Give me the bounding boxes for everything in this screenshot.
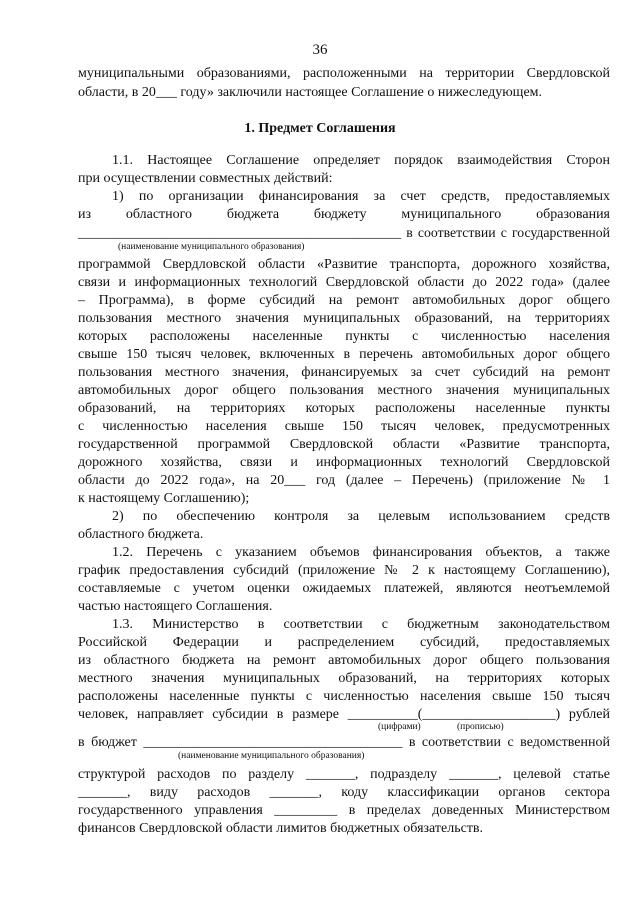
text-line: 1.1. Настоящее Соглашение определяет порядок взаимодействия Сторон	[112, 153, 610, 168]
text-line: 1) по организации финансирования за счет средств, предоставляемых	[112, 189, 610, 204]
text-line: финансов Свердловской области лимитов бюджетных обязательств.	[78, 821, 484, 836]
text-line: с численностью населения свыше 150 тысяч человек, предусмотренных	[78, 419, 610, 434]
text-line: автомобильных дорог общего пользования местного значения муниципальных	[78, 383, 610, 398]
text-line: 1.2. Перечень с указанием объемов финансирования объектов, а также	[112, 545, 610, 560]
text-line: которых расположены населенные пункты с численностью населения	[78, 329, 610, 344]
section-heading: 1. Предмет Соглашения	[244, 121, 396, 136]
text-line: дорожного хозяйства, связи и информационных технологий Свердловской	[78, 455, 610, 470]
text-line: Российской Федерации и распределением субсидий, предоставляемых	[78, 635, 610, 650]
text-line: областного бюджета.	[78, 527, 204, 542]
text-line: частью настоящего Соглашения.	[78, 599, 273, 614]
text-line: пользования местного значения, финансируемых за счет субсидий на ремонт	[78, 365, 610, 380]
text-line: 2) по обеспечению контроля за целевым использованием средств	[112, 509, 610, 524]
page-number: 36	[312, 42, 328, 58]
text-line: пользования местного значения муниципальных образований, на территориях	[78, 311, 610, 326]
text-line: муниципальными образованиями, расположенными на территории Свердловской	[78, 66, 610, 81]
text-line: из областного бюджета бюджету муниципального образования	[78, 207, 610, 222]
text-line: программой Свердловской области «Развитие транспорта, дорожного хозяйства,	[78, 257, 610, 272]
text-line: из областного бюджета на ремонт автомобильных дорог общего пользования	[78, 653, 610, 668]
text-line: свыше 150 тысяч человек, включенных в перечень автомобильных дорог общего	[78, 347, 610, 362]
text-line: 1.3. Министерство в соответствии с бюджетным законодательством	[112, 617, 610, 632]
field-caption: (наименование муниципального образования)	[118, 242, 305, 252]
budget-line: в бюджет _____________________________________ в соответствии с ведомственной	[78, 735, 610, 750]
text-line: государственного управления _________ в пределах доведенных Министерством	[78, 803, 610, 818]
text-line: к настоящему Соглашению);	[78, 491, 250, 506]
text-line: при осуществлении совместных действий:	[78, 171, 333, 186]
text-line: области до 2022 года», на 20___ год (далее – Перечень) (приложение № 1	[78, 473, 610, 488]
text-line: _______, виду расходов _______, коду классификации органов сектора	[78, 785, 610, 800]
text-line: государственной программой Свердловской области «Развитие транспорта,	[78, 437, 610, 452]
blank-line: _______________________________________________ в соответствии с государственной	[78, 225, 610, 240]
text-line: расположены населенные пункты с численностью населения свыше 150 тысяч	[78, 689, 610, 704]
text-line: структурой расходов по разделу _______, подразделу _______, целевой статье	[78, 767, 610, 782]
text-line: области, в 20___ году» заключили настоящее Соглашение о нижеследующем.	[78, 85, 543, 100]
text-line: составляемые с учетом оценки ожидаемых платежей, являются неотъемлемой	[78, 581, 610, 596]
text-line: образований, на территориях которых расположены населенные пункты	[78, 401, 610, 416]
amount-line: человек, направляет субсидии в размере __________(___________________) рублей	[78, 707, 610, 722]
text-line: – Программа), в форме субсидий на ремонт автомобильных дорог общего	[78, 293, 610, 308]
text-line: местного значения муниципальных образований, на территориях которых	[78, 671, 610, 686]
text-line: связи и информационных технологий Свердловской области до 2022 года» (далее	[78, 275, 610, 290]
field-caption: (прописью)	[457, 722, 504, 732]
field-caption: (цифрами)	[378, 722, 421, 732]
text-line: график предоставления субсидий (приложение № 2 к настоящему Соглашению),	[78, 563, 610, 578]
field-caption: (наименование муниципального образования)	[178, 751, 365, 761]
